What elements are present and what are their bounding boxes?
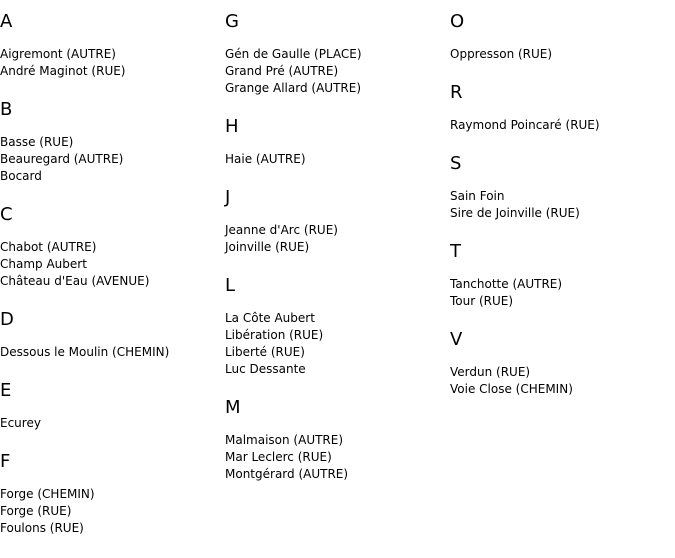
street-link[interactable]: Raymond Poincaré (RUE) [450, 118, 600, 132]
letter-heading: B [0, 99, 13, 120]
letter-group [0, 452, 225, 537]
street-link[interactable]: La Côte Aubert [225, 311, 315, 325]
letter-group [0, 381, 225, 432]
street-link[interactable]: Basse (RUE) [0, 135, 74, 149]
street-link[interactable]: Liberté (RUE) [225, 345, 305, 359]
street-link[interactable]: Tanchotte (AUTRE) [450, 277, 563, 291]
street-link[interactable]: Grange Allard (AUTRE) [225, 81, 361, 95]
street-link[interactable]: Montgérard (AUTRE) [225, 467, 349, 481]
street-link[interactable]: André Maginot (RUE) [0, 64, 126, 78]
street-link[interactable]: Oppresson (RUE) [450, 47, 553, 61]
letter-group [0, 310, 225, 361]
letter-group [0, 100, 225, 185]
letter-group [225, 398, 450, 483]
street-link[interactable]: Grand Pré (AUTRE) [225, 64, 339, 78]
street-link[interactable]: Jeanne d'Arc (RUE) [225, 223, 338, 237]
letter-heading: H [225, 116, 239, 137]
letter-heading: S [450, 153, 462, 174]
letter-group [450, 154, 675, 222]
letter-heading: T [450, 241, 461, 262]
letter-group [225, 117, 450, 168]
letter-group [450, 242, 675, 310]
street-link[interactable]: Luc Dessante [225, 362, 306, 376]
street-link[interactable]: Chabot (AUTRE) [0, 240, 97, 254]
letter-group [450, 330, 675, 398]
letter-heading: F [0, 451, 11, 472]
street-link[interactable]: Sire de Joinville (RUE) [450, 206, 580, 220]
street-link[interactable]: Joinville (RUE) [225, 240, 310, 254]
letter-heading: A [0, 11, 13, 32]
street-link[interactable]: Forge (RUE) [0, 504, 72, 518]
letter-group [0, 12, 225, 80]
letter-heading: G [225, 11, 239, 32]
street-link[interactable]: Verdun (RUE) [450, 365, 531, 379]
street-link[interactable]: Ecurey [0, 416, 41, 430]
letter-heading: O [450, 11, 465, 32]
letter-group [225, 188, 450, 256]
letter-group [450, 83, 675, 134]
street-index-column-1 [0, 12, 225, 557]
letter-heading: V [450, 329, 463, 350]
street-link[interactable]: Forge (CHEMIN) [0, 487, 95, 501]
letter-group [225, 12, 450, 97]
street-link[interactable]: Beauregard (AUTRE) [0, 152, 124, 166]
street-link[interactable]: Sain Foin [450, 189, 505, 203]
street-link[interactable]: Aigremont (AUTRE) [0, 47, 116, 61]
street-link[interactable]: Champ Aubert [0, 257, 87, 271]
letter-heading: E [0, 380, 12, 401]
street-link[interactable]: Haie (AUTRE) [225, 152, 306, 166]
letter-heading: D [0, 309, 14, 330]
street-link[interactable]: Gén de Gaulle (PLACE) [225, 47, 362, 61]
street-link[interactable]: Bocard [0, 169, 42, 183]
street-link[interactable]: Mar Leclerc (RUE) [225, 450, 332, 464]
street-link[interactable]: Malmaison (AUTRE) [225, 433, 344, 447]
letter-group [450, 12, 675, 63]
street-link[interactable]: Tour (RUE) [450, 294, 514, 308]
letter-heading: C [0, 204, 13, 225]
street-link[interactable]: Château d'Eau (AVENUE) [0, 274, 150, 288]
letter-heading: R [450, 82, 463, 103]
letter-heading: M [225, 397, 241, 418]
letter-group [0, 205, 225, 290]
street-link[interactable]: Dessous le Moulin (CHEMIN) [0, 345, 170, 359]
letter-heading: J [225, 187, 231, 208]
street-link[interactable]: Libération (RUE) [225, 328, 324, 342]
street-link[interactable]: Voie Close (CHEMIN) [450, 382, 573, 396]
street-link[interactable]: Foulons (RUE) [0, 521, 84, 535]
letter-group [225, 276, 450, 378]
street-index-column-2 [225, 12, 450, 503]
letter-heading: L [225, 275, 236, 296]
street-index-column-3 [450, 12, 675, 418]
